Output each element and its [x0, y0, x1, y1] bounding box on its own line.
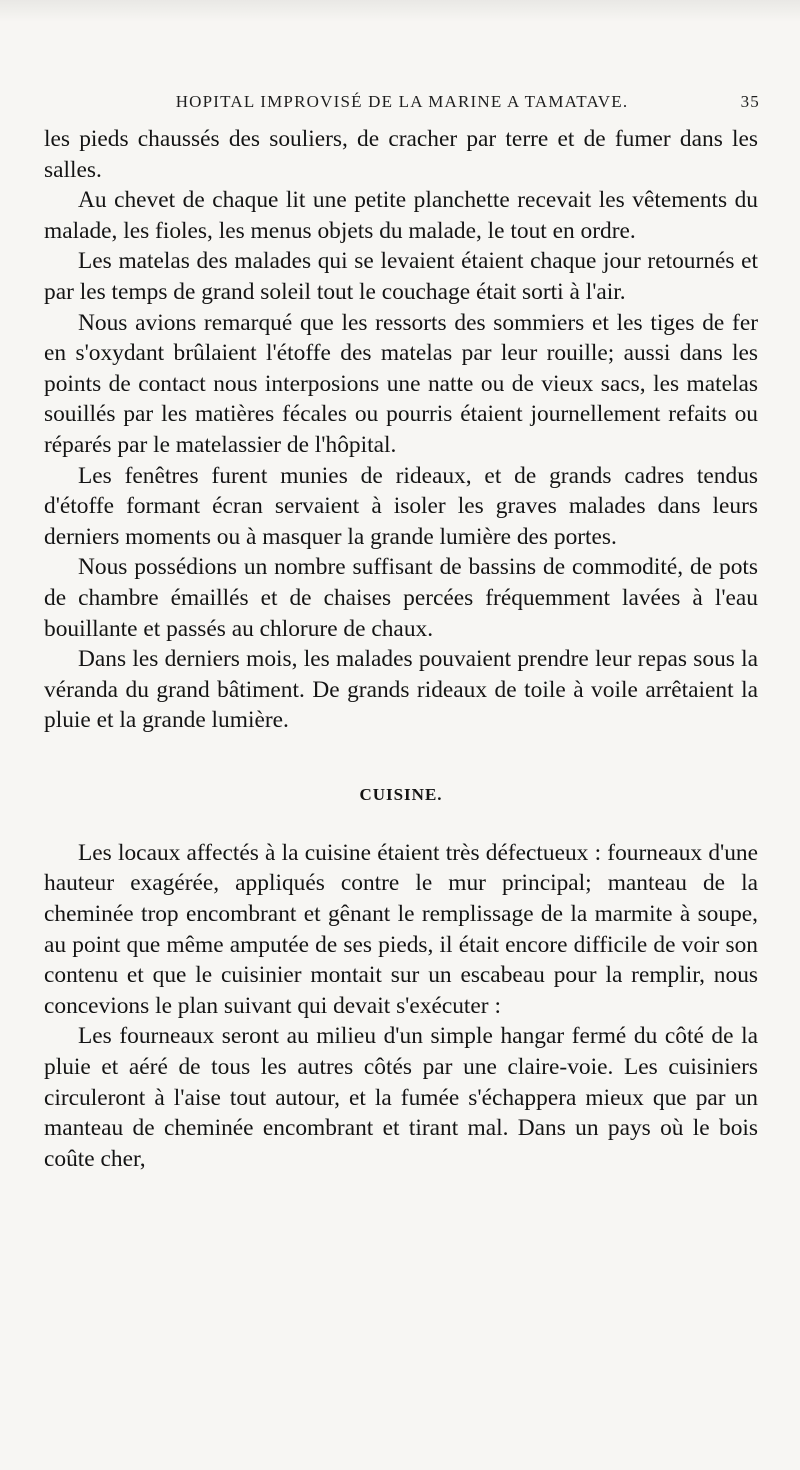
paragraph: Nous possédions un nombre suffisant de bassins de commodité, de pots de chambre émaillés et de chaises percées fréquemment lavées à l'eau bouillante et passés au chlorure de chaux. [44, 554, 758, 642]
paragraph: Les fourneaux seront au milieu d'un simple hangar fermé du côté de la pluie et aéré de tous les autres côtés par une claire-voie. Les cuisiniers circuleront à l'aise tout autour, et la fumée s'échappera mieux que par un manteau de cheminée encombrant et tirant mal. Dans un pays où le bois coûte cher, [44, 1023, 758, 1172]
paragraph: Les matelas des malades qui se levaient étaient chaque jour retournés et par les temps de grand soleil tout le couchage était sorti à l'air. [44, 248, 758, 305]
body-text [44, 124, 758, 1174]
paragraph: Les locaux affectés à la cuisine étaient très défectueux : fourneaux d'une hauteur exagérée, appliqués contre le mur principal; manteau de la cheminée trop encombrant et gênant le remplissage de la marmite à soupe, au point que même amputée de ses pieds, il était encore difficile de voir son contenu et que le cuisinier montait sur un escabeau pour la remplir, nous concevions le plan suivant qui devait s'exécuter : [44, 839, 758, 1019]
paragraph: Dans les derniers mois, les malades pouvaient prendre leur repas sous la véranda du grand bâtiment. De grands rideaux de toile à voile arrêtaient la pluie et la grande lumière. [44, 646, 758, 734]
running-head [44, 92, 760, 116]
paragraph: Les fenêtres furent munies de rideaux, et de grands cadres tendus d'étoffe formant écran servaient à isoler les graves malades dans leurs derniers moments ou à masquer la grande lumière des portes. [44, 462, 758, 550]
paragraph: Au chevet de chaque lit une petite planchette recevait les vêtements du malade, les fioles, les menus objets du malade, le tout en ordre. [44, 187, 758, 244]
page-top-edge [0, 0, 800, 22]
paragraph: Nous avions remarqué que les ressorts des sommiers et les tiges de fer en s'oxydant brûlaient l'étoffe des matelas par leur rouille; aussi dans les points de contact nous interposions une natte ou de vieux sacs, les matelas souillés par les matières fécales ou pourris étaient journellement refaits ou réparés par le matelassier de l'hôpital. [44, 309, 758, 458]
running-head-title: HOPITAL IMPROVISÉ DE LA MARINE A TAMATAVE. [175, 92, 629, 111]
page-number: 35 [740, 92, 760, 111]
paragraph: les pieds chaussés des souliers, de cracher par terre et de fumer dans les salles. [44, 126, 758, 183]
section-heading: CUISINE. [359, 784, 443, 804]
